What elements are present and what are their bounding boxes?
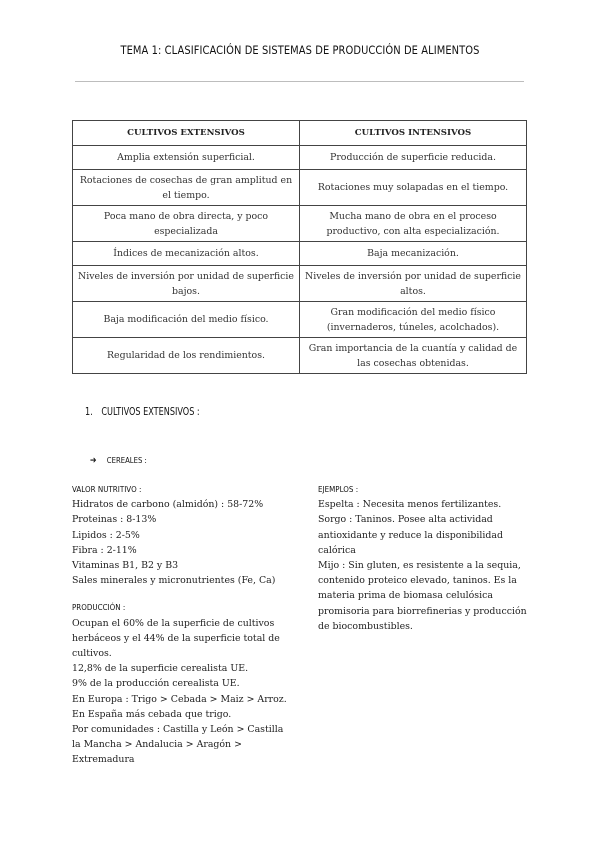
list-item: materia prima de biomasa celulósica bbox=[318, 590, 493, 602]
list-item: Ocupan el 60% de la superficie de cultivos bbox=[72, 617, 275, 629]
table-cell: Baja mecanización. bbox=[300, 242, 527, 266]
list-item: 12,8% de la superficie cerealista UE. bbox=[72, 663, 249, 675]
list-item: En España más cebada que trigo. bbox=[72, 708, 232, 720]
subsection-title: CEREALES : bbox=[106, 456, 147, 465]
list-item: Hidratos de carbono (almidón) : 58-72% bbox=[72, 499, 264, 511]
section-title: CULTIVOS EXTENSIVOS : bbox=[101, 406, 200, 418]
list-item: Fibra : 2-11% bbox=[72, 544, 137, 556]
table-cell: Baja modificación del medio físico. bbox=[73, 302, 300, 338]
comparison-table bbox=[72, 120, 527, 374]
list-item: Sorgo : Taninos. Posee alta actividad bbox=[318, 514, 493, 526]
list-item: herbáceos y el 44% de la superficie total de bbox=[72, 632, 280, 644]
table-row bbox=[73, 338, 527, 374]
produccion-label: PRODUCCIÓN : bbox=[72, 602, 126, 613]
list-item: promisoria para biorrefinerias y producción bbox=[318, 605, 527, 617]
table-row bbox=[73, 170, 527, 206]
list-item: Lipidos : 2-5% bbox=[72, 529, 140, 541]
table-row bbox=[73, 242, 527, 266]
list-item: Por comunidades : Castilla y León > Castilla bbox=[72, 724, 284, 736]
table-cell: Niveles de inversión por unidad de superficie bajos. bbox=[73, 266, 300, 302]
list-item: la Mancha > Andalucia > Aragón > bbox=[72, 739, 242, 751]
table-cell: Producción de superficie reducida. bbox=[300, 146, 527, 170]
table-header-extensivos: CULTIVOS EXTENSIVOS bbox=[73, 121, 300, 146]
list-item: de biocombustibles. bbox=[318, 620, 413, 632]
list-item: antioxidante y reduce la disponibilidad bbox=[318, 529, 504, 541]
list-item: Vitaminas B1, B2 y B3 bbox=[72, 560, 179, 572]
left-column bbox=[72, 482, 307, 768]
table-cell: Amplia extensión superficial. bbox=[73, 146, 300, 170]
table-header-intensivos: CULTIVOS INTENSIVOS bbox=[300, 121, 527, 146]
table-cell: Poca mano de obra directa, y poco especializada bbox=[73, 206, 300, 242]
right-column bbox=[318, 482, 528, 634]
section-number: 1. bbox=[85, 406, 93, 418]
table-cell: Regularidad de los rendimientos. bbox=[73, 338, 300, 374]
table-cell: Gran modificación del medio físico (invernaderos, túneles, acolchados). bbox=[300, 302, 527, 338]
list-item: Espelta : Necesita menos fertilizantes. bbox=[318, 499, 502, 511]
table-row bbox=[73, 206, 527, 242]
table-cell: Gran importancia de la cuantía y calidad de las cosechas obtenidas. bbox=[300, 338, 527, 374]
section-heading bbox=[85, 406, 200, 418]
list-item: Extremadura bbox=[72, 754, 135, 766]
list-item: calórica bbox=[318, 544, 356, 556]
list-item: cultivos. bbox=[72, 648, 112, 660]
valor-nutritivo-label: VALOR NUTRITIVO : bbox=[72, 484, 142, 494]
table-header-row bbox=[73, 121, 527, 146]
list-item: En Europa : Trigo > Cebada > Maiz > Arroz. bbox=[72, 693, 287, 705]
list-item: Sales minerales y micronutrientes (Fe, Ca) bbox=[72, 575, 276, 587]
table-cell: Mucha mano de obra en el proceso productivo, con alta especialización. bbox=[300, 206, 527, 242]
arrow-icon: ➔ bbox=[90, 456, 97, 466]
table-row bbox=[73, 146, 527, 170]
page-title: TEMA 1: CLASIFICACIÓN DE SISTEMAS DE PRODUCCIÓN DE ALIMENTOS bbox=[120, 43, 480, 57]
list-item: Proteinas : 8-13% bbox=[72, 514, 157, 526]
table-cell: Índices de mecanización altos. bbox=[73, 242, 300, 266]
title-divider bbox=[75, 81, 524, 82]
table-cell: Rotaciones muy solapadas en el tiempo. bbox=[300, 170, 527, 206]
table-row bbox=[73, 266, 527, 302]
list-item: Mijo : Sin gluten, es resistente a la sequia, bbox=[318, 560, 521, 572]
table-cell: Niveles de inversión por unidad de superficie altos. bbox=[300, 266, 527, 302]
ejemplos-label: EJEMPLOS : bbox=[318, 484, 359, 494]
list-item: contenido proteico elevado, taninos. Es la bbox=[318, 575, 517, 587]
subsection-heading bbox=[90, 456, 147, 466]
list-item: 9% de la producción cerealista UE. bbox=[72, 678, 240, 690]
table-cell: Rotaciones de cosechas de gran amplitud en el tiempo. bbox=[73, 170, 300, 206]
table-row bbox=[73, 302, 527, 338]
